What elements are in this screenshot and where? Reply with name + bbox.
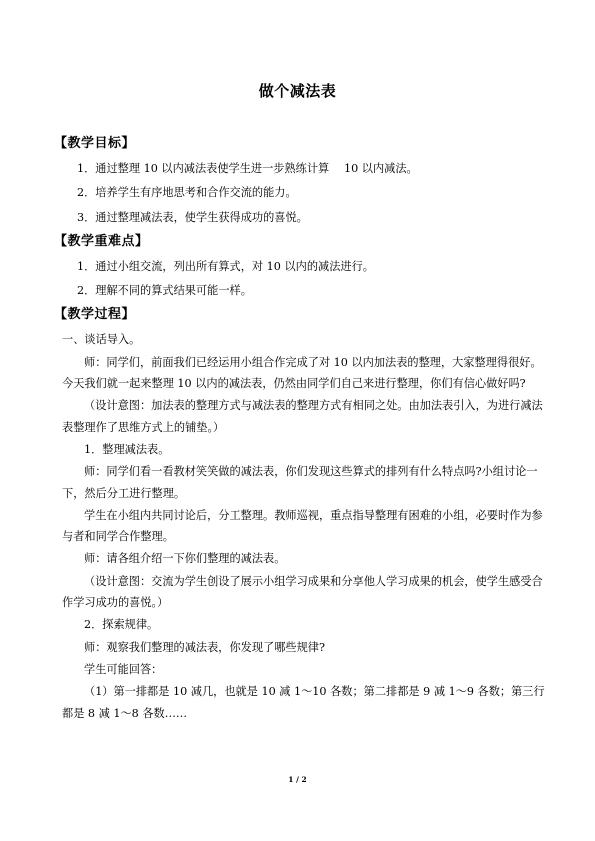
objective-item-3: 3．通过整理减法表，使学生获得成功的喜悦。	[77, 210, 308, 224]
section-heading-key-points: 【教学重难点】	[54, 233, 149, 249]
process-paragraph-3: （设计意图：加法表的整理方式与减法表的整理方式有相同之处。由加法表引入，为进行减法表整理作了思维方式上的铺垫。）	[62, 399, 543, 434]
document-body	[54, 132, 548, 725]
process-paragraph-12: （1）第一排都是 10 减几，也就是 10 减 1～10 各数；第二排都是 9 减 1～9 各数；第三行都是 8 减 1～8 各数……	[62, 685, 545, 720]
process-paragraph-8: （设计意图：交流为学生创设了展示小组学习成果和分享他人学习成果的机会，使学生感受合作学习成功的喜悦。）	[62, 574, 543, 610]
process-paragraph-5: 师：同学们看一看教材笑笑做的减法表，你们发现这些算式的排列有什么特点吗?小组讨论一下，然后分工进行整理。	[62, 465, 538, 500]
section-heading-objectives: 【教学目标】	[54, 136, 136, 151]
section-heading-process: 【教学过程】	[54, 307, 136, 323]
objective-item-1: 1．通过整理 10 以内减法表使学生进一步熟练计算 10 以内减法。	[77, 162, 418, 175]
key-point-item-1: 1．通过小组交流，列出所有算式，对 10 以内的减法进行。	[77, 259, 374, 273]
process-paragraph-2: 师：同学们，前面我们已经运用小组合作完成了对 10 以内加法表的整理，大家整理得很好。今天我们就一起来整理 10 以内的减法表，仍然由同学们自己来进行整理，你们有信心做好吗?	[62, 355, 542, 391]
process-paragraph-6: 学生在小组内共同讨论后，分工整理。教师巡视，重点指导整理有困难的小组，必要时作为参与者和同学合作整理。	[62, 508, 543, 544]
process-paragraph-4: 1．整理减法表。	[84, 442, 170, 456]
process-paragraph-10: 师：观察我们整理的减法表，你发现了哪些规律?	[84, 640, 325, 654]
process-paragraph-1: 一、谈话导入。	[62, 333, 141, 347]
process-paragraph-7: 师：请各组介绍一下你们整理的减法表。	[84, 552, 286, 566]
page-number: 1 / 2	[288, 775, 307, 784]
objective-item-2: 2．培养学生有序地思考和合作交流的能力。	[77, 186, 297, 200]
process-paragraph-11: 学生可能回答：	[84, 662, 163, 676]
process-paragraph-9: 2．探索规律。	[84, 618, 159, 632]
key-point-item-2: 2．理解不同的算式结果可能一样。	[77, 284, 252, 298]
page-title: 做个减法表	[258, 82, 337, 100]
